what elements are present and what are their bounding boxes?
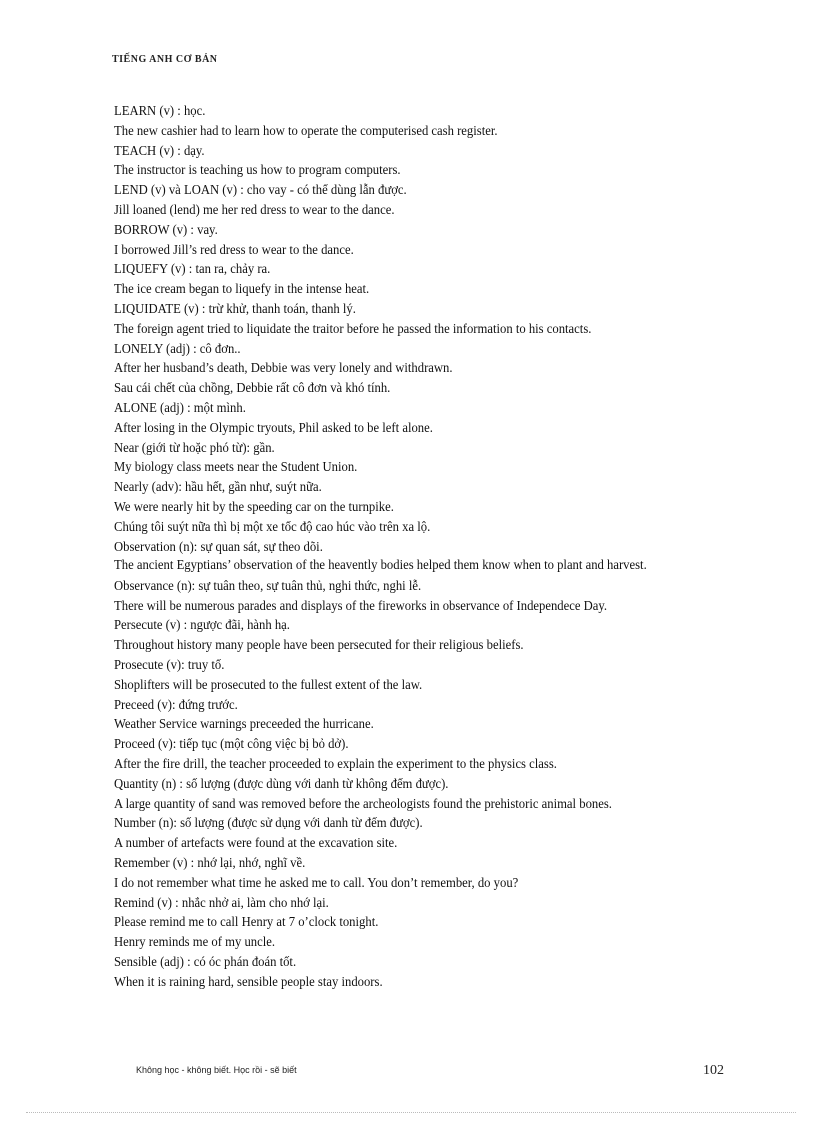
footer-text: Không học - không biết. Học rồi - sẽ biết [136,1065,297,1075]
text-line: We were nearly hit by the speeding car on the turnpike. [114,498,394,514]
text-line: My biology class meets near the Student Union. [114,459,358,475]
text-line: The instructor is teaching us how to program computers. [114,162,401,178]
text-line: Preceed (v): đứng trước. [114,696,238,712]
page-number: 102 [703,1063,724,1078]
document-body [114,101,704,992]
text-line: Henry reminds me of my uncle. [114,934,276,950]
text-line: The ancient Egyptians’ observation of the heavently bodies helped them know when to plant and harvest. [114,557,647,573]
text-line: Observance (n): sự tuân theo, sự tuân thủ, nghi thức, nghi lễ. [114,577,422,593]
text-line: The new cashier had to learn how to operate the computerised cash register. [114,122,498,138]
text-line: I borrowed Jill’s red dress to wear to the dance. [114,241,354,257]
text-line: Persecute (v) : ngược đãi, hành hạ. [114,617,290,633]
text-line: Nearly (adv): hầu hết, gần như, suýt nữa. [114,479,322,495]
text-line: Prosecute (v): truy tố. [114,657,225,673]
text-line: LIQUEFY (v) : tan ra, chảy ra. [114,261,271,277]
text-line: Proceed (v): tiếp tục (một công việc bị bỏ dở). [114,736,349,752]
text-line: Weather Service warnings preceeded the hurricane. [114,716,374,732]
text-line: LIQUIDATE (v) : trừ khử, thanh toán, thanh lý. [114,300,356,316]
text-line: After losing in the Olympic tryouts, Phil asked to be left alone. [114,419,433,435]
text-line: TEACH (v) : dạy. [114,142,205,158]
text-line: Observation (n): sự quan sát, sự theo dõi. [114,538,323,554]
page-footer [136,1063,724,1083]
text-line: A number of artefacts were found at the excavation site. [114,835,398,851]
text-line: LEND (v) và LOAN (v) : cho vay - có thể dùng lẫn được. [114,182,407,198]
text-line: There will be numerous parades and displays of the fireworks in observance of Independece Day. [114,597,608,613]
page-header: TIẾNG ANH CƠ BẢN [112,54,218,65]
text-line: Throughout history many people have been persecuted for their religious beliefs. [114,637,524,653]
text-line: Chúng tôi suýt nữa thì bị một xe tốc độ cao húc vào trên xa lộ. [114,518,431,534]
text-line: After the fire drill, the teacher proceeded to explain the experiment to the physics class. [114,756,557,771]
text-line: Shoplifters will be prosecuted to the fullest extent of the law. [114,676,423,692]
text-line: Jill loaned (lend) me her red dress to wear to the dance. [114,201,395,217]
text-line: BORROW (v) : vay. [114,221,218,237]
text-line: The foreign agent tried to liquidate the traitor before he passed the information to his contacts. [114,320,592,336]
text-line: LEARN (v) : học. [114,103,206,118]
text-line: Sensible (adj) : có óc phán đoán tốt. [114,953,297,969]
text-line: When it is raining hard, sensible people stay indoors. [114,973,383,989]
text-line: After her husband’s death, Debbie was very lonely and withdrawn. [114,360,453,376]
text-line: I do not remember what time he asked me to call. You don’t remember, do you? [114,874,519,890]
text-line: The ice cream began to liquefy in the intense heat. [114,281,370,297]
text-line: ALONE (adj) : một mình. [114,399,246,415]
text-line: Quantity (n) : số lượng (được dùng với danh từ không đếm được). [114,775,449,791]
text-line: Remind (v) : nhắc nhở ai, làm cho nhớ lại. [114,894,329,910]
text-line: Near (giới từ hoặc phó từ): gần. [114,439,275,455]
bottom-divider [26,1112,796,1113]
text-line: Remember (v) : nhớ lại, nhớ, nghĩ về. [114,854,306,870]
text-line: Sau cái chết của chồng, Debbie rất cô đơn và khó tính. [114,380,391,396]
text-line: A large quantity of sand was removed before the archeologists found the prehistoric animal bones. [114,795,612,811]
text-line: Please remind me to call Henry at 7 o’clock tonight. [114,914,379,930]
text-line: Number (n): số lượng (được sử dụng với danh từ đếm được). [114,815,423,831]
text-line: LONELY (adj) : cô đơn.. [114,340,241,356]
